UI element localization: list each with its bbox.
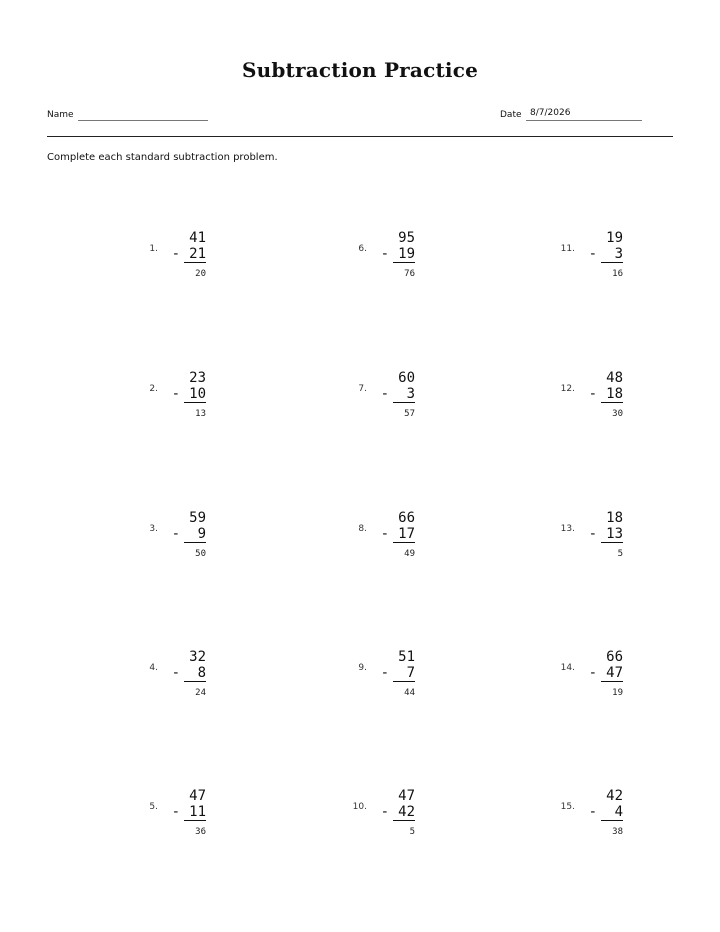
problem-item [295, 788, 415, 848]
minuend: 41 [189, 230, 206, 246]
problem-item [503, 649, 623, 709]
problem-number: 7. [358, 384, 367, 394]
instructions-text: Complete each standard subtraction problem. [47, 152, 278, 163]
minus-sign: - [588, 526, 597, 542]
minuend: 19 [606, 230, 623, 246]
minus-sign: - [171, 665, 180, 681]
answer: 5 [409, 827, 415, 837]
answer: 30 [612, 409, 623, 419]
problem-item [295, 510, 415, 570]
answer: 5 [617, 549, 623, 559]
problem-number: 15. [560, 802, 575, 812]
worksheet-title: Subtraction Practice [241, 58, 478, 82]
subtrahend: 21 [184, 246, 206, 263]
minuend: 47 [189, 788, 206, 804]
name-field[interactable] [78, 120, 208, 121]
minuend: 66 [398, 510, 415, 526]
subtrahend: 19 [393, 246, 415, 263]
minuend: 51 [398, 649, 415, 665]
problem-number: 14. [560, 663, 575, 673]
minus-sign: - [588, 246, 597, 262]
problem-number: 3. [149, 524, 158, 534]
minus-sign: - [588, 665, 597, 681]
answer: 20 [195, 269, 206, 279]
subtrahend: 17 [393, 526, 415, 543]
minuend: 48 [606, 370, 623, 386]
subtrahend: 8 [184, 665, 206, 682]
problem-number: 9. [358, 663, 367, 673]
minuend: 18 [606, 510, 623, 526]
subtrahend: 10 [184, 386, 206, 403]
answer: 50 [195, 549, 206, 559]
subtrahend: 47 [601, 665, 623, 682]
minuend: 66 [606, 649, 623, 665]
minus-sign: - [380, 246, 389, 262]
minus-sign: - [380, 526, 389, 542]
subtrahend: 11 [184, 804, 206, 821]
problem-item [86, 649, 206, 709]
answer: 36 [195, 827, 206, 837]
minuend: 59 [189, 510, 206, 526]
minuend: 47 [398, 788, 415, 804]
minus-sign: - [380, 386, 389, 402]
problem-item [503, 510, 623, 570]
subtrahend: 13 [601, 526, 623, 543]
answer: 13 [195, 409, 206, 419]
answer: 57 [404, 409, 415, 419]
problem-item [86, 370, 206, 430]
answer: 44 [404, 688, 415, 698]
minus-sign: - [171, 804, 180, 820]
answer: 76 [404, 269, 415, 279]
minuend: 23 [189, 370, 206, 386]
problem-number: 6. [358, 244, 367, 254]
minus-sign: - [171, 386, 180, 402]
subtrahend: 4 [601, 804, 623, 821]
minus-sign: - [380, 804, 389, 820]
subtrahend: 3 [393, 386, 415, 403]
problem-item [295, 230, 415, 290]
date-label: Date [500, 110, 522, 120]
problem-item [503, 370, 623, 430]
minus-sign: - [171, 526, 180, 542]
minuend: 42 [606, 788, 623, 804]
problem-number: 10. [352, 802, 367, 812]
problem-number: 4. [149, 663, 158, 673]
subtrahend: 7 [393, 665, 415, 682]
answer: 24 [195, 688, 206, 698]
problem-number: 2. [149, 384, 158, 394]
minus-sign: - [588, 804, 597, 820]
problem-item [86, 788, 206, 848]
answer: 19 [612, 688, 623, 698]
problem-item [503, 230, 623, 290]
answer: 49 [404, 549, 415, 559]
problem-number: 8. [358, 524, 367, 534]
minus-sign: - [588, 386, 597, 402]
minuend: 95 [398, 230, 415, 246]
header-divider [47, 136, 673, 137]
name-label: Name [47, 110, 74, 120]
problem-item [86, 510, 206, 570]
minuend: 60 [398, 370, 415, 386]
problem-number: 1. [149, 244, 158, 254]
problem-item [86, 230, 206, 290]
date-field[interactable] [526, 120, 642, 121]
subtrahend: 3 [601, 246, 623, 263]
problem-number: 13. [560, 524, 575, 534]
minuend: 32 [189, 649, 206, 665]
answer: 16 [612, 269, 623, 279]
minus-sign: - [380, 665, 389, 681]
problem-item [295, 370, 415, 430]
problem-item [295, 649, 415, 709]
date-value: 8/7/2026 [530, 108, 571, 118]
answer: 38 [612, 827, 623, 837]
minus-sign: - [171, 246, 180, 262]
problem-number: 5. [149, 802, 158, 812]
subtrahend: 18 [601, 386, 623, 403]
problem-number: 11. [560, 244, 575, 254]
subtrahend: 9 [184, 526, 206, 543]
subtrahend: 42 [393, 804, 415, 821]
problem-number: 12. [560, 384, 575, 394]
problem-item [503, 788, 623, 848]
